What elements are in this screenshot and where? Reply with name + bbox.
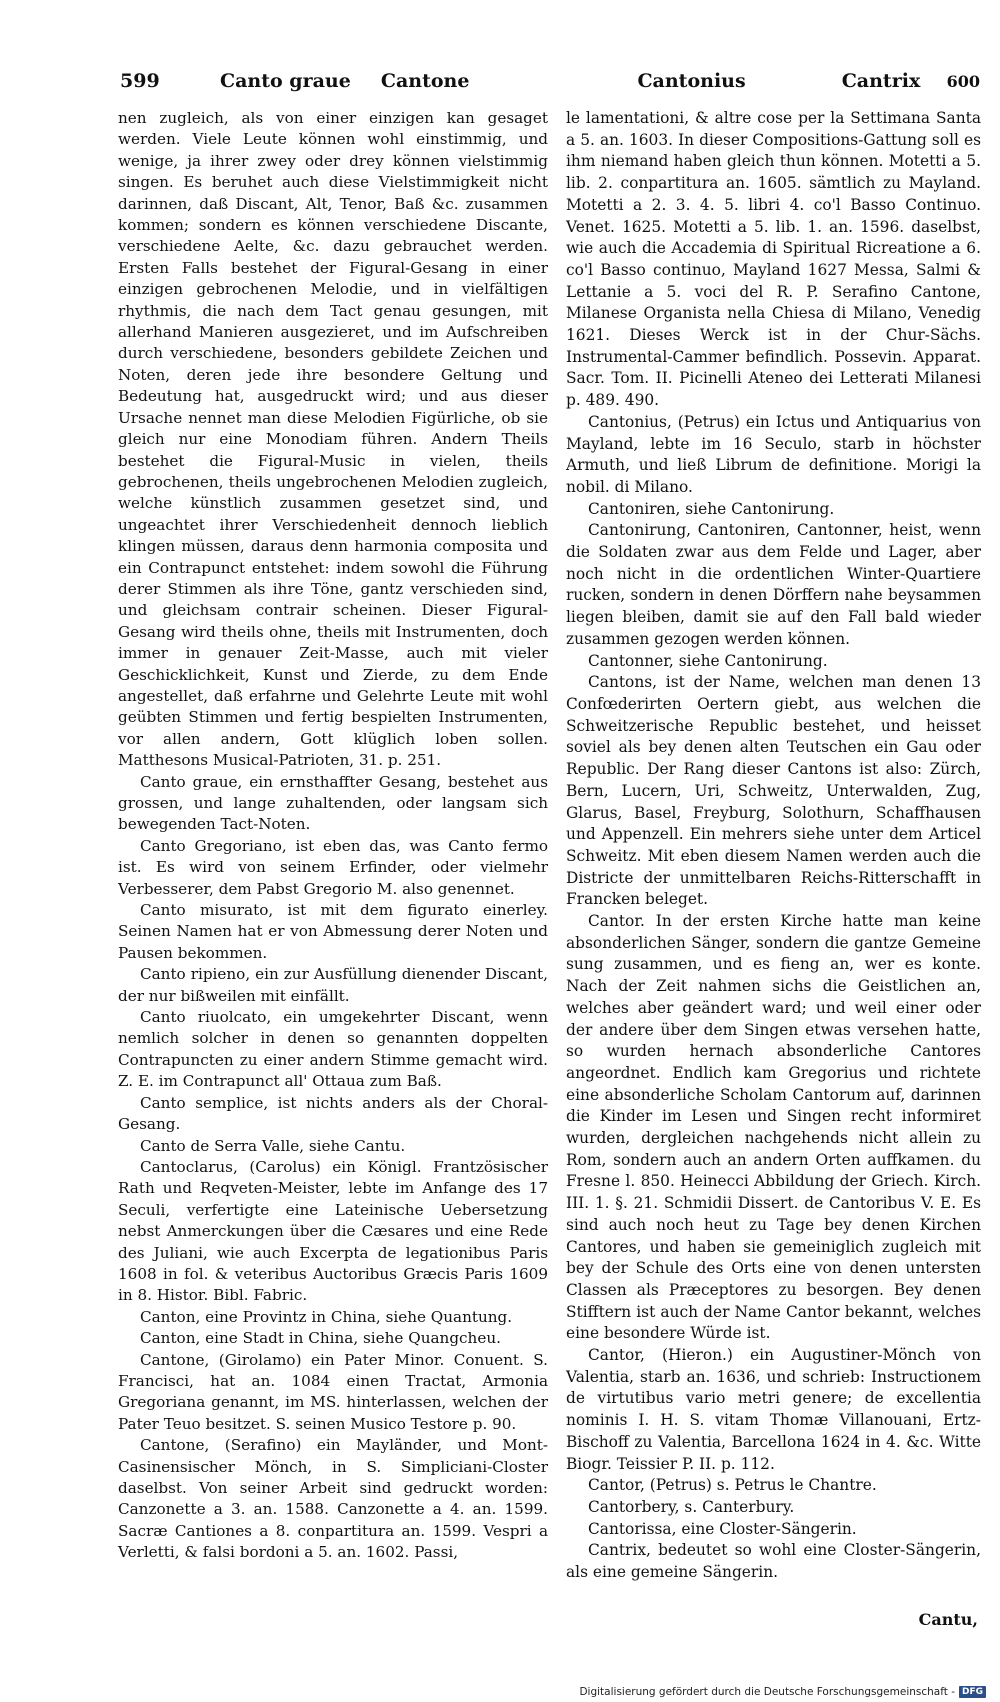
entry-paragraph: Canto graue, ein ernsthaffter Gesang, bestehet aus grossen, und lange zuhaltenden, oder langsam sich bewegenden Tact-Noten. <box>118 772 548 834</box>
entry-paragraph: Canton, eine Stadt in China, siehe Quangcheu. <box>140 1329 501 1348</box>
catchword: Cantu, <box>918 1610 978 1629</box>
entry-paragraph: Cantone, (Serafino) ein Mayländer, und Mont-Casinensischer Mönch, in S. Simpliciani-Closter daselbst. Von seiner Arbeit sind gedruckt worden: Canzonette a 3. an. 1588. Canzonette a 4. an. 1599. Sacræ Cantiones a 8. conpartitura an. 1599. Vespri a Verletti, & falsi bordoni a 5. an. 1602. Passi, <box>118 1436 548 1562</box>
footer-credit: Digitalisierung gefördert durch die Deutsche Forschungsgemeinschaft - <box>579 1686 955 1698</box>
entry-paragraph: Cantoclarus, (Carolus) ein Königl. Frantzösischer Rath und Reqveten-Meister, lebte im Anfange des 17 Seculi, verfertigte eine Lateinische Uebersetzung nebst Anmerckungen über die Cæsares und eine Rede des Juliani, wie auch Excerpta de legationibus Paris 1608 in fol. & veteribus Auctoribus Græcis Paris 1609 in 8. Histor. Bibl. Fabric. <box>118 1157 548 1305</box>
dfg-logo: DFG <box>959 1686 986 1698</box>
entry-paragraph: Cantor, (Hieron.) ein Augustiner-Mönch von Valentia, starb an. 1636, und schrieb: Instructionem de virtutibus vario metri genere; de excellentia nominis I. H. S. vitam Thomæ Villanouani, Ertz-Bischoff zu Valentia, Barcellona 1624 in 4. &c. Witte Biogr. Teissier P. II. p. 112. <box>566 1346 981 1473</box>
entry-paragraph: Cantone, (Girolamo) ein Pater Minor. Conuent. S. Francisci, hat an. 1084 einen Tractat, Armonia Gregoriana genannt, im MS. hinterlassen, welchen der Pater Teuo besitzet. S. seinen Musico Testore p. 90. <box>118 1350 548 1433</box>
entry-paragraph: Canto misurato, ist mit dem figurato einerley. Seinen Namen hat er von Abmessung derer Noten und Pausen bekommen. <box>118 901 548 962</box>
header-keyword-1: Canto graue <box>220 70 351 92</box>
page-number-right: 600 <box>946 72 980 91</box>
digitization-footer <box>579 1686 986 1698</box>
entry-paragraph: Cantrix, bedeutet so wohl eine Closter-Sängerin, als eine gemeine Sängerin. <box>566 1541 981 1582</box>
entry-paragraph: Cantorbery, s. Canterbury. <box>588 1498 795 1516</box>
entry-paragraph: Canto Gregoriano, ist eben das, was Canto fermo ist. Es wird von seinem Erfinder, oder vielmehr Verbesserer, dem Pabst Gregorio M. also genennet. <box>118 836 548 898</box>
header-keyword-2: Cantone <box>380 70 470 92</box>
entry-paragraph: Cantonius, (Petrus) ein Ictus und Antiquarius von Mayland, lebte im 16 Seculo, starb in höchster Armuth, und ließ Librum de definitione. Morigi la nobil. di Milano. <box>566 412 981 496</box>
page-header <box>120 70 980 100</box>
left-column <box>118 108 548 1564</box>
entry-paragraph: Cantonner, siehe Cantonirung. <box>588 651 828 670</box>
entry-paragraph: Cantoniren, siehe Cantonirung. <box>588 499 835 518</box>
entry-paragraph: le lamentationi, & altre cose per la Settimana Santa a 5. an. 1603. In dieser Compositions-Gattung soll es ihm niemand haben gleich thun können. Motetti a 5. lib. 2. conpartitura an. 1605. sämtlich zu Mayland. Motetti a 2. 3. 4. 5. libri 4. co'l Basso Continuo. Venet. 1625. Motetti a 5. lib. 1. an. 1596. daselbst, wie auch die Accademia di Spiritual Ricreatione a 6. co'l Basso continuo, Mayland 1627 Messa, Salmi & Lettanie a 5. voci del R. P. Serafino Cantone, Milanese Organista nella Chiesa di Milano, Venedig 1621. Dieses Werck ist in der Chur-Sächs. Instrumental-Cammer befindlich. Possevin. Apparat. Sacr. Tom. II. Picinelli Ateneo dei Letterati Milanesi p. 489. 490. <box>566 109 981 410</box>
page-number-left: 599 <box>120 70 160 92</box>
entry-paragraph: Canto semplice, ist nichts anders als der Choral-Gesang. <box>118 1093 548 1134</box>
right-column <box>566 108 981 1584</box>
entry-paragraph: Canto ripieno, ein zur Ausfüllung dienender Discant, der nur bißweilen mit einfällt. <box>118 965 548 1005</box>
entry-paragraph: Cantor. In der ersten Kirche hatte man keine absonderlichen Sänger, sondern die gantze Gemeine sung zusammen, und es fieng an, wer es konte. Nach der Zeit nahmen sichs die Geistlichen an, welches aber geändert ward; und weil einer oder der andere über dem Singen etwas versehen hatte, so wurden hernach absonderliche Cantores angeordnet. Endlich kam Gregorius und richtete eine absonderliche Scholam Cantorum auf, darinnen die Kinder im Lesen und Singen recht informiret wurden, dergleichen nachgehends nicht allein zu Rom, sondern auch an andern Orten auffkamen. du Fresne l. 850. Heinecci Abbildung der Griech. Kirch. III. 1. §. 21. Schmidii Dissert. de Cantoribus V. E. Es sind auch noch heut zu Tage bey denen Kirchen Cantores, und haben sie gemeiniglich zugleich mit bey der Schule des Orts eine von denen untersten Classen als Præceptores zu besorgen. Bey denen Stifftern ist auch der Name Cantor bekannt, welches eine besondere Würde ist. <box>566 912 981 1343</box>
entry-paragraph: Cantorissa, eine Closter-Sängerin. <box>588 1519 857 1538</box>
entry-paragraph: Canto riuolcato, ein umgekehrter Discant, wenn nemlich solcher in denen so genannten doppelten Contrapuncten zu einer andern Stimme gemacht wird. Z. E. im Contrapunct all' Ottaua zum Baß. <box>118 1008 548 1091</box>
entry-paragraph: Canton, eine Provintz in China, siehe Quantung. <box>140 1307 513 1326</box>
header-keyword-4: Cantrix <box>841 70 921 92</box>
entry-paragraph: nen zugleich, als von einer einzigen kan gesaget werden. Viele Leute können wohl einstimmig, und wenige, ja ihrer zwey oder drey können vielstimmig singen. Es beruhet auch diese Vielstimmigkeit nicht darinnen, daß Discant, Alt, Tenor, Baß &c. zusammen kommen; sondern es können verschiedene Discante, verschiedene Aelte, &c. dazu gebrauchet werden. Ersten Falls bestehet der Figural-Gesang in einer einzigen gebrochenen Melodie, und in vielfältigen rhythmis, die nach dem Tact genau gesungen, mit allerhand Manieren ausgezieret, und im Aufschreiben durch verschiedene, besonders gebildete Zeichen und Noten, deren jede ihre besondere Geltung und Bedeutung hat, ausgedruckt wird; und aus dieser Ursache nennet man diese Melodien Figürliche, ob sie gleich nur eine Monodiam führen. Andern Theils bestehet die Figural-Music in vielen, theils gebrochenen, theils ungebrochenen Melodien zugleich, welche künstlich zusammen gesetzet sind, und ungeachtet ihrer Verschiedenheit dennoch lieblich klingen müssen, daraus denn harmonia composita und ein Contrapunct entstehet: indem sowohl die Führung derer Stimmen als ihre Töne, gantz verschieden sind, und gleichsam contrair scheinen. Dieser Figural-Gesang wird theils ohne, theils mit Instrumenten, doch immer in genauer Zeit-Masse, auch mit vieler Geschicklichkeit, Kunst und Zierde, zu dem Ende angestellet, daß erfahrne und Gelehrte Leute mit wohl geübten Stimmen und fertig bespielten Instrumenten, vor allen andern, Gott klüglich loben sollen. Matthesons Musical-Patrioten, 31. p. 251. <box>118 109 548 770</box>
entry-paragraph: Cantons, ist der Name, welchen man denen 13 Confœderirten Oertern giebt, aus welchen die Schweitzerische Republic bestehet, und heisset soviel als bey denen alten Teutschen ein Gau oder Republic. Der Rang dieser Cantons ist also: Zürch, Bern, Lucern, Uri, Schweitz, Unterwalden, Zug, Glarus, Basel, Freyburg, Solothurn, Schaffhausen und Appenzell. Ein mehrers siehe unter dem Articel Schweitz. Mit eben diesem Namen werden auch die Districte der unmittelbaren Reichs-Ritterschafft in Francken beleget. <box>566 673 981 909</box>
header-keyword-3: Cantonius <box>637 70 746 92</box>
entry-paragraph: Cantonirung, Cantoniren, Cantonner, heist, wenn die Soldaten zwar aus dem Felde und Lager, aber noch nicht in die ordentlichen Winter-Quartiere rucken, sondern in denen Dörffern nahe beysammen liegen bleiben, damit sie auf den Fall bald wieder zusammen gezogen werden können. <box>566 521 981 648</box>
entry-paragraph: Canto de Serra Valle, siehe Cantu. <box>140 1136 406 1155</box>
entry-paragraph: Cantor, (Petrus) s. Petrus le Chantre. <box>588 1476 877 1495</box>
